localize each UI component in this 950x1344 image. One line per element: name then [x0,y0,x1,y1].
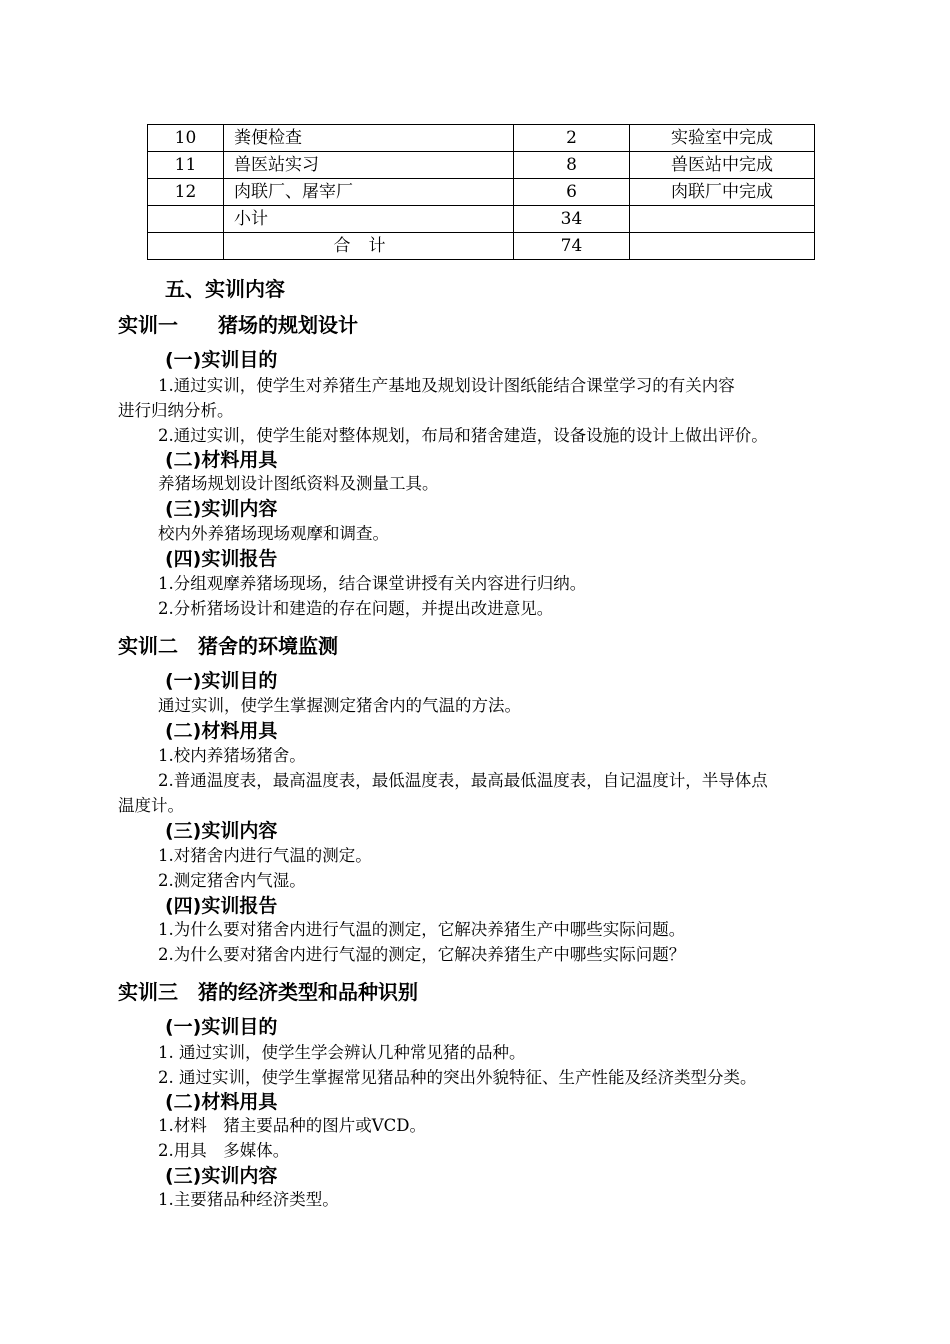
unit-1-purpose-heading: (一)实训目的 [165,349,278,371]
total-blank [148,233,224,260]
table-row [148,125,815,152]
row-note [630,206,815,233]
unit-2-materials-2-cont: 温度计。 [118,796,184,815]
unit-3-content-heading: (三)实训内容 [165,1165,278,1187]
unit-2-report-heading: (四)实训报告 [165,895,278,917]
unit-2-report-2: 2.为什么要对猪舍内进行气湿的测定，它解决养猪生产中哪些实际问题？ [158,945,686,964]
schedule-table [147,124,815,260]
row-number: 12 [148,179,224,206]
row-hours: 8 [514,152,630,179]
total-hours: 74 [514,233,630,260]
row-hours: 6 [514,179,630,206]
unit-2-purpose-heading: (一)实训目的 [165,670,278,692]
row-number [148,206,224,233]
row-note: 肉联厂中完成 [630,179,815,206]
row-name: 肉联厂、屠宰厂 [224,179,514,206]
unit-1-materials-heading: (二)材料用具 [165,449,278,471]
unit-2-report-1: 1.为什么要对猪舍内进行气温的测定，它解决养猪生产中哪些实际问题。 [158,920,686,939]
unit-1-materials: 养猪场规划设计图纸资料及测量工具。 [158,474,439,493]
unit-1-content-heading: (三)实训内容 [165,498,278,520]
row-number: 11 [148,152,224,179]
total-note [630,233,815,260]
unit-3-title: 实训三 猪的经济类型和品种识别 [118,980,418,1004]
row-note: 兽医站中完成 [630,152,815,179]
unit-3-content-1: 1.主要猪品种经济类型。 [158,1190,339,1209]
row-number: 10 [148,125,224,152]
total-label: 合计 [224,233,514,260]
row-name: 粪便检查 [224,125,514,152]
unit-3-materials-2: 2.用具 多媒体。 [158,1141,290,1160]
unit-3-materials-heading: (二)材料用具 [165,1091,278,1113]
row-note: 实验室中完成 [630,125,815,152]
table-row [148,152,815,179]
row-hours: 2 [514,125,630,152]
unit-2-materials-2: 2.普通温度表，最高温度表，最低温度表，最高最低温度表，自记温度计，半导体点 [158,771,768,790]
unit-3-materials-1: 1.材料 猪主要品种的图片或VCD。 [158,1116,427,1135]
unit-2-materials-1: 1.校内养猪场猪舍。 [158,746,306,765]
unit-2-title: 实训二 猪舍的环境监测 [118,634,338,658]
row-hours: 34 [514,206,630,233]
table-row [148,206,815,233]
unit-2-purpose: 通过实训，使学生掌握测定猪舍内的气温的方法。 [158,696,521,715]
unit-3-purpose-heading: (一)实训目的 [165,1016,278,1038]
unit-1-report-2: 2.分析猪场设计和建造的存在问题，并提出改进意见。 [158,599,554,618]
unit-1-purpose-1-cont: 进行归纳分析。 [118,401,234,420]
unit-1-report-1: 1.分组观摩养猪场现场，结合课堂讲授有关内容进行归纳。 [158,574,587,593]
unit-2-materials-heading: (二)材料用具 [165,720,278,742]
row-name: 兽医站实习 [224,152,514,179]
unit-2-content-heading: (三)实训内容 [165,820,278,842]
table-total-row [148,233,815,260]
unit-1-purpose-2: 2.通过实训，使学生能对整体规划，布局和猪舍建造，设备设施的设计上做出评价。 [158,426,768,445]
row-name: 小计 [224,206,514,233]
unit-2-content-1: 1.对猪舍内进行气温的测定。 [158,846,372,865]
unit-2-content-2: 2.测定猪舍内气湿。 [158,871,306,890]
unit-1-report-heading: (四)实训报告 [165,548,278,570]
unit-1-purpose-1: 1.通过实训，使学生对养猪生产基地及规划设计图纸能结合课堂学习的有关内容 [158,376,735,395]
unit-1-title: 实训一 猪场的规划设计 [118,313,358,337]
unit-3-purpose-2: 2. 通过实训，使学生掌握常见猪品种的突出外貌特征、生产性能及经济类型分类。 [158,1068,757,1087]
table-row [148,179,815,206]
unit-1-content: 校内外养猪场现场观摩和调查。 [158,524,389,543]
section-title: 五、实训内容 [165,277,285,301]
unit-3-purpose-1: 1. 通过实训，使学生学会辨认几种常见猪的品种。 [158,1043,526,1062]
